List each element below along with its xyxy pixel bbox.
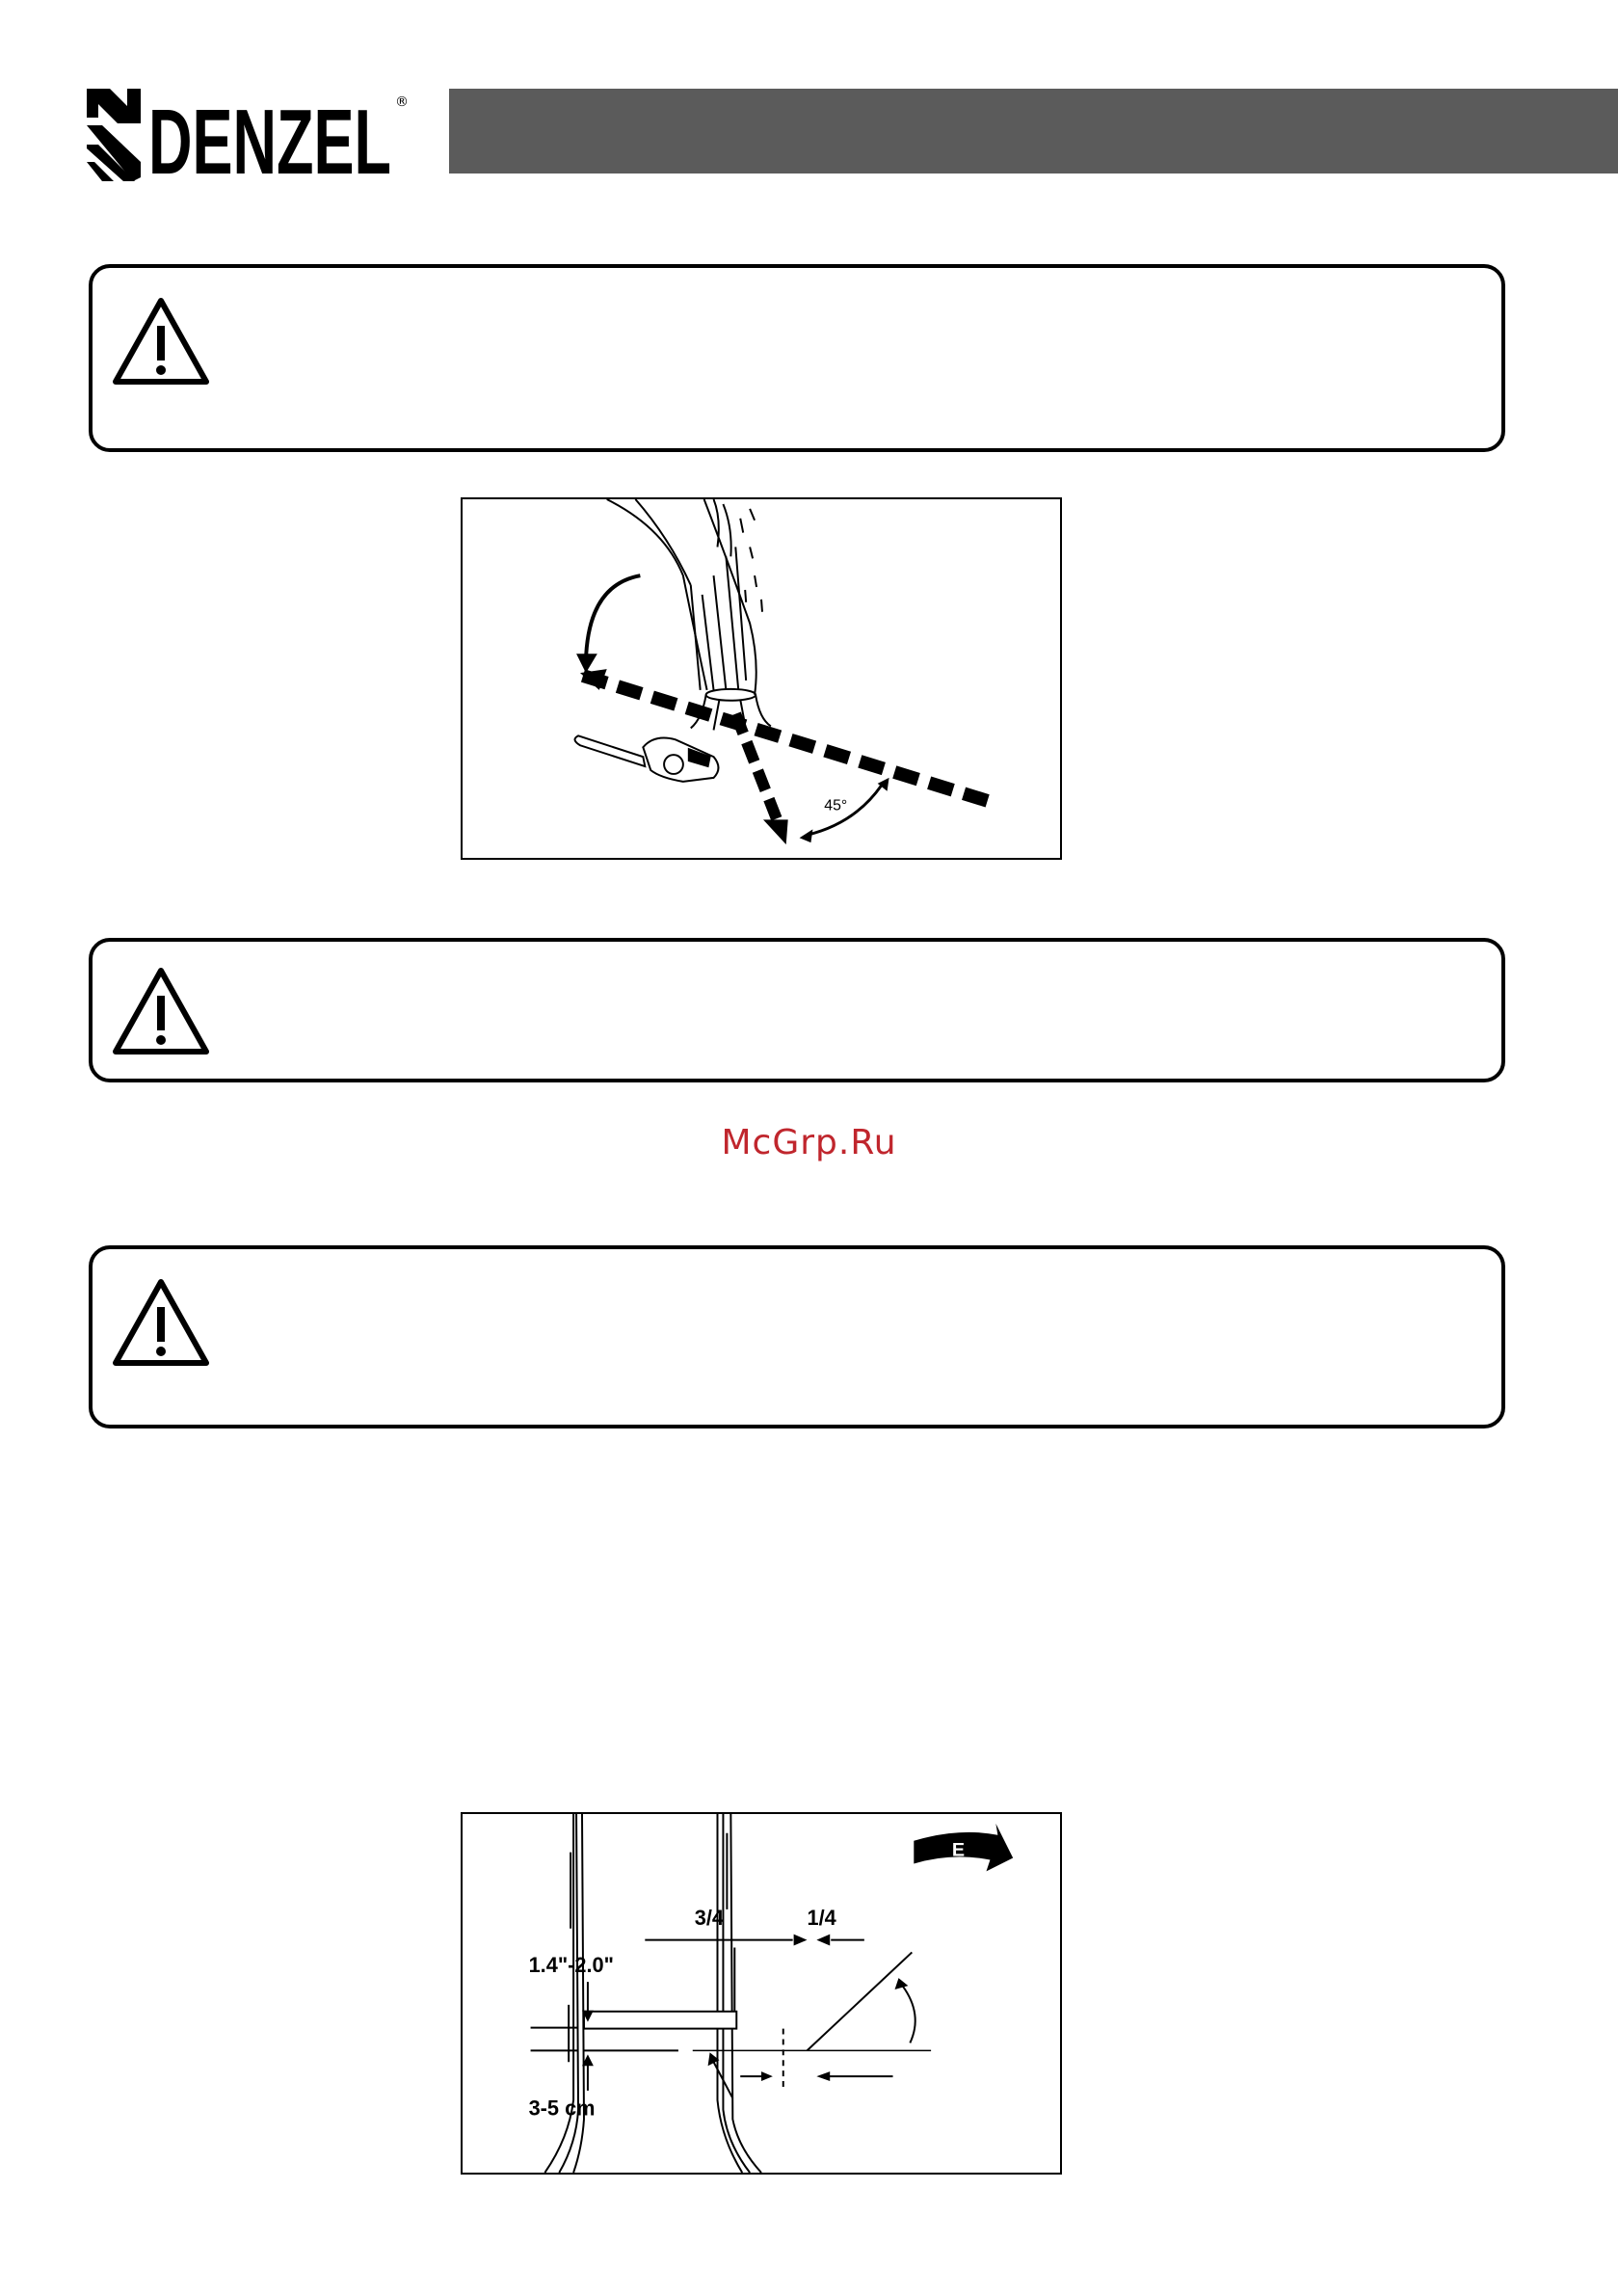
warning-triangle-icon [112,1278,210,1367]
height-label-cm: 3-5 cm [528,2096,596,2121]
warning-box-1 [89,264,1505,452]
brand-name: DENZEL [148,91,391,186]
height-label-inches: 1.4"-2.0" [528,1953,614,1978]
registered-mark: ® [395,94,409,110]
denzel-logo [85,85,417,186]
hinge-label: 1/4 [807,1905,836,1930]
warning-triangle-icon [112,297,210,386]
header-bar [449,89,1618,174]
direction-label: E [951,1839,966,1861]
warning-box-2 [89,938,1505,1082]
watermark: McGrp.Ru [721,1123,897,1162]
chainsaw-icon [575,735,719,781]
notch-depth-label: 3/4 [694,1905,724,1930]
figure-felling-direction [461,497,1062,860]
figure-felling-cuts [461,1812,1062,2175]
warning-box-3 [89,1245,1505,1428]
angle-label: 45° [824,797,848,814]
warning-triangle-icon [112,967,210,1055]
